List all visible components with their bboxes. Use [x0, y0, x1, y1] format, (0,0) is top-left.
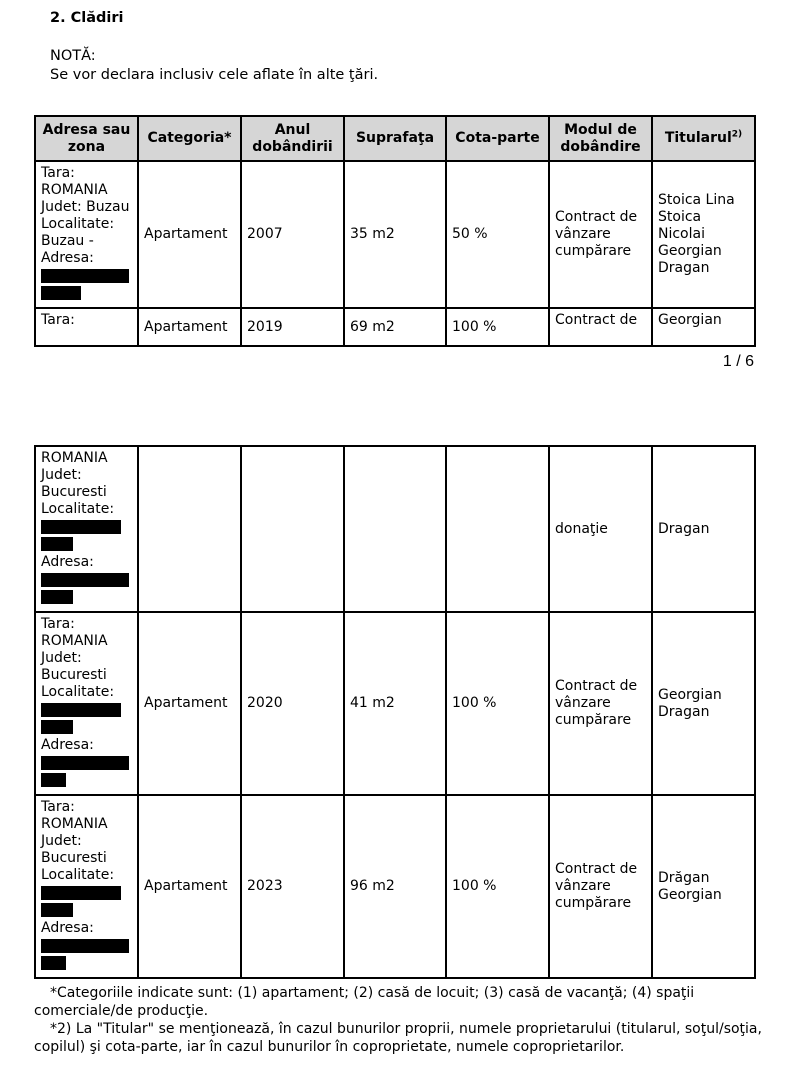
adresa-line: Tara: — [41, 799, 75, 815]
buildings-table-page-1 — [34, 115, 756, 347]
adresa-line: Judet: — [41, 650, 82, 666]
table-row — [35, 795, 755, 978]
cell-titularul: Dragan — [652, 446, 755, 612]
adresa-line: Bucuresti — [41, 484, 107, 500]
adresa-line: Adresa: — [41, 554, 94, 570]
cell-titularul: Georgian — [652, 308, 755, 346]
redaction-bar — [41, 956, 66, 970]
header-anul: Anul dobândirii — [241, 116, 344, 161]
redaction-bar — [41, 773, 66, 787]
redaction-bar — [41, 269, 129, 283]
cell-categoria: Apartament — [138, 795, 241, 978]
adresa-line: Buzau - — [41, 233, 94, 249]
adresa-line: Adresa: — [41, 920, 94, 936]
footnote-categorii: *Categoriile indicate sunt: (1) apartament; (2) casă de locuit; (3) casă de vacanţă; (4) spaţii comerciale/de producţie. — [34, 985, 695, 1019]
adresa-line: Tara: — [41, 616, 75, 632]
cell-categoria: Apartament — [138, 308, 241, 346]
table-row — [35, 308, 755, 346]
header-categoria: Categoria* — [138, 116, 241, 161]
adresa-line: Localitate: — [41, 216, 115, 232]
nota-text: Se vor declara inclusiv cele aflate în alte ţări. — [50, 67, 379, 83]
cell-titularul: Georgian Dragan — [652, 612, 755, 795]
buildings-table-page-2 — [34, 445, 756, 979]
adresa-line: ROMANIA — [41, 633, 108, 649]
cell-suprafata: 96 m2 — [344, 795, 446, 978]
cell-anul — [241, 446, 344, 612]
header-modul: Modul de dobândire — [549, 116, 652, 161]
adresa-line: ROMANIA — [41, 450, 108, 466]
cell-categoria: Apartament — [138, 612, 241, 795]
adresa-line: Bucuresti — [41, 850, 107, 866]
cell-titularul: Drăgan Georgian — [652, 795, 755, 978]
redaction-bar — [41, 573, 129, 587]
adresa-line: Tara: — [41, 165, 75, 181]
cell-adresa — [35, 161, 138, 308]
adresa-line: Judet: Buzau — [41, 199, 130, 215]
cell-categoria — [138, 446, 241, 612]
header-titularul-sup: 2) — [731, 129, 743, 140]
redaction-bar — [41, 720, 73, 734]
section-title: 2. Clădiri — [50, 10, 124, 26]
cell-suprafata: 41 m2 — [344, 612, 446, 795]
redaction-bar — [41, 939, 129, 953]
adresa-line: ROMANIA — [41, 816, 108, 832]
cell-modul: Contract de vânzare cumpărare — [549, 612, 652, 795]
redaction-bar — [41, 520, 121, 534]
page-number: 1 / 6 — [722, 353, 754, 370]
header-titularul — [652, 116, 755, 161]
adresa-line: Judet: — [41, 467, 82, 483]
header-suprafata: Suprafaţa — [344, 116, 446, 161]
cell-anul: 2007 — [241, 161, 344, 308]
cell-cota: 50 % — [446, 161, 549, 308]
table-row — [35, 612, 755, 795]
cell-adresa — [35, 446, 138, 612]
header-adresa: Adresa sau zona — [35, 116, 138, 161]
redaction-bar — [41, 886, 121, 900]
adresa-line: Adresa: — [41, 250, 94, 266]
redaction-bar — [41, 537, 73, 551]
cell-suprafata: 35 m2 — [344, 161, 446, 308]
adresa-line: ROMANIA — [41, 182, 108, 198]
adresa-line: Localitate: — [41, 684, 115, 700]
adresa-line: Bucuresti — [41, 667, 107, 683]
cell-cota: 100 % — [446, 795, 549, 978]
cell-modul: Contract de — [549, 308, 652, 346]
cell-modul: donaţie — [549, 446, 652, 612]
cell-modul: Contract de vânzare cumpărare — [549, 795, 652, 978]
cell-anul: 2020 — [241, 612, 344, 795]
cell-adresa — [35, 612, 138, 795]
cell-anul: 2019 — [241, 308, 344, 346]
cell-cota: 100 % — [446, 308, 549, 346]
redaction-bar — [41, 590, 73, 604]
cell-cota: 100 % — [446, 612, 549, 795]
cell-suprafata: 69 m2 — [344, 308, 446, 346]
header-cota: Cota-parte — [446, 116, 549, 161]
nota-label: NOTĂ: — [50, 48, 96, 64]
redaction-bar — [41, 286, 81, 300]
table-row — [35, 161, 755, 308]
cell-adresa: Tara: — [35, 308, 138, 346]
redaction-bar — [41, 903, 73, 917]
cell-suprafata — [344, 446, 446, 612]
adresa-line: Localitate: — [41, 867, 115, 883]
footnote-titular: *2) La "Titular" se menţionează, în cazul bunurilor proprii, numele proprietarului (titularul, soţul/soţia, copilul) şi cota-parte, iar în cazul bunurilor în coproprietate, numele coproprietarilor. — [34, 1021, 762, 1055]
table-header-row — [35, 116, 755, 161]
cell-anul: 2023 — [241, 795, 344, 978]
table-row — [35, 446, 755, 612]
cell-titularul: Stoica Lina Stoica Nicolai Georgian Dragan — [652, 161, 755, 308]
cell-adresa — [35, 795, 138, 978]
cell-modul: Contract de vânzare cumpărare — [549, 161, 652, 308]
adresa-line: Localitate: — [41, 501, 115, 517]
adresa-line: Judet: — [41, 833, 82, 849]
cell-cota — [446, 446, 549, 612]
redaction-bar — [41, 756, 129, 770]
header-titularul-text: Titularul — [664, 130, 732, 146]
redaction-bar — [41, 703, 121, 717]
adresa-line: Adresa: — [41, 737, 94, 753]
cell-categoria: Apartament — [138, 161, 241, 308]
